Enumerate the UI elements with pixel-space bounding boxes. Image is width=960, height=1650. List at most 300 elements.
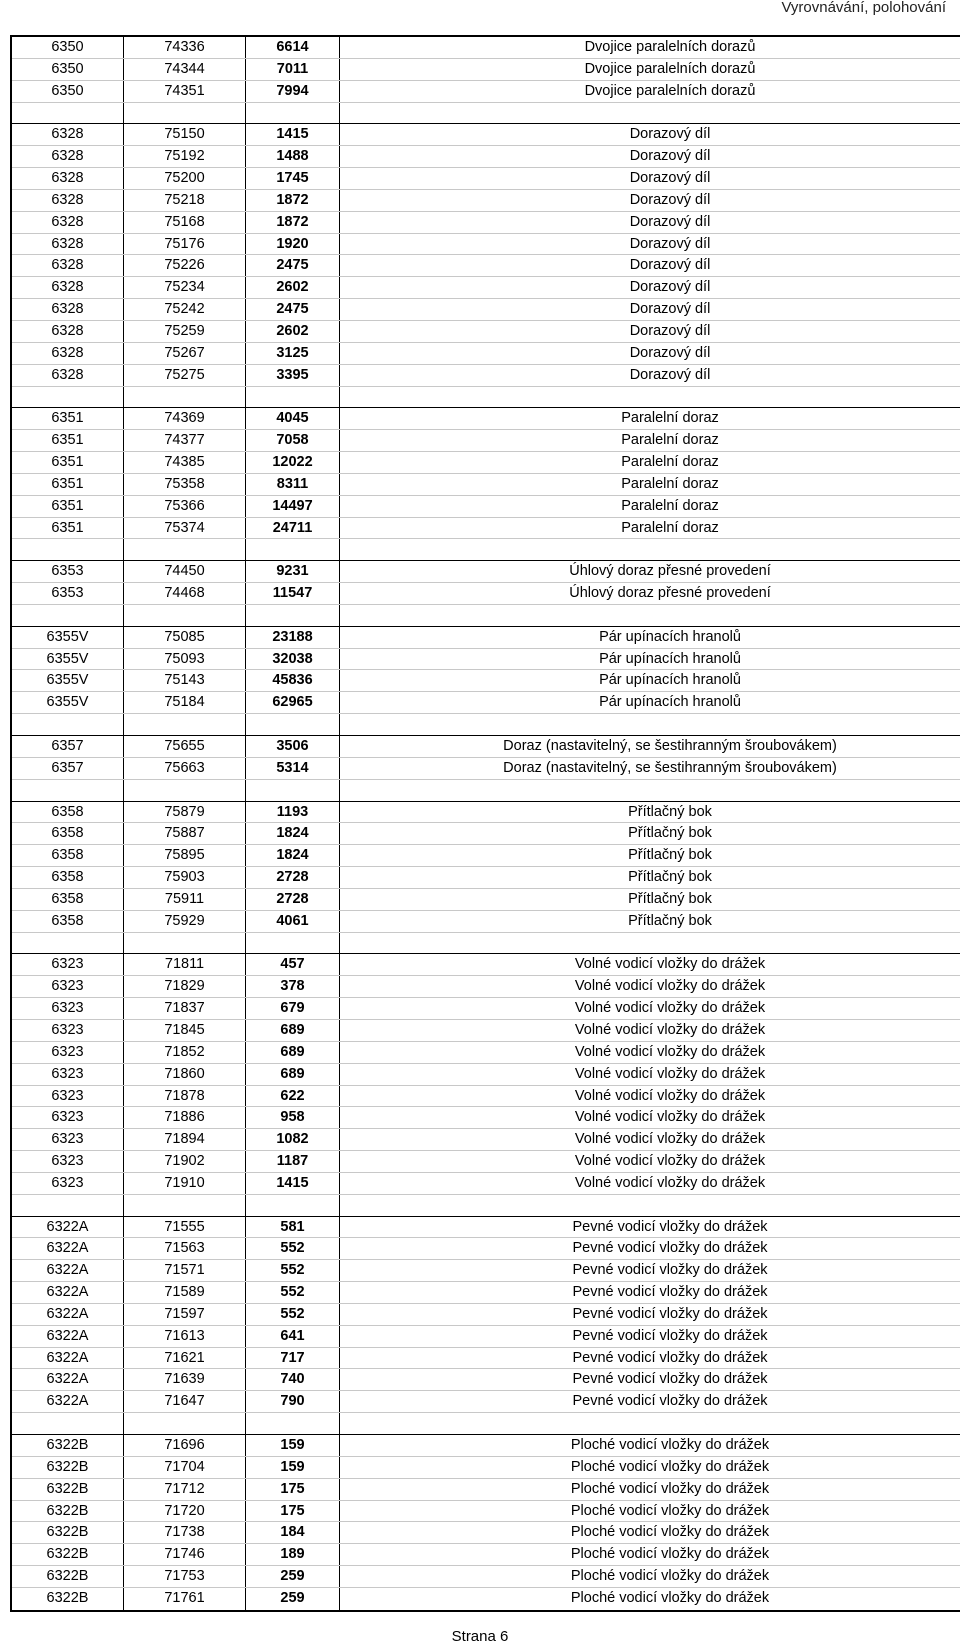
catalog-number-cell: 6351 — [12, 474, 124, 495]
price-cell — [246, 780, 340, 801]
catalog-number-cell: 6322B — [12, 1566, 124, 1587]
description-cell: Volné vodicí vložky do drážek — [574, 1131, 766, 1148]
catalog-number-cell — [12, 933, 124, 954]
price-cell: 2728 — [246, 867, 340, 888]
item-code-cell: 75168 — [124, 212, 246, 233]
description-cell: Dorazový díl — [629, 322, 711, 339]
description-cell — [340, 933, 960, 954]
catalog-number-cell: 6350 — [12, 37, 124, 58]
item-code-cell: 75895 — [124, 845, 246, 866]
table-row — [12, 1107, 960, 1129]
price-cell: 1745 — [246, 168, 340, 189]
table-row — [12, 234, 960, 256]
catalog-number-cell: 6355V — [12, 692, 124, 713]
description-cell: Ploché vodicí vložky do drážek — [570, 1589, 770, 1606]
table-row — [12, 124, 960, 146]
table-row — [12, 430, 960, 452]
catalog-number-cell: 6358 — [12, 802, 124, 823]
price-cell: 552 — [246, 1238, 340, 1259]
description-cell: Dvojice paralelních dorazů — [584, 82, 756, 99]
table-row — [12, 670, 960, 692]
item-code-cell: 71878 — [124, 1086, 246, 1107]
price-cell: 457 — [246, 954, 340, 975]
table-row — [12, 889, 960, 911]
price-cell: 7058 — [246, 430, 340, 451]
catalog-number-cell: 6351 — [12, 452, 124, 473]
price-cell: 552 — [246, 1282, 340, 1303]
description-cell: Dorazový díl — [629, 191, 711, 208]
price-cell: 2475 — [246, 255, 340, 276]
price-cell: 9231 — [246, 561, 340, 582]
item-code-cell: 75085 — [124, 627, 246, 648]
price-cell: 1872 — [246, 190, 340, 211]
catalog-number-cell: 6351 — [12, 496, 124, 517]
table-row — [12, 845, 960, 867]
catalog-number-cell: 6322B — [12, 1457, 124, 1478]
catalog-number-cell: 6323 — [12, 976, 124, 997]
item-code-cell: 71563 — [124, 1238, 246, 1259]
description-cell — [340, 780, 960, 801]
table-row — [12, 1588, 960, 1610]
item-code-cell: 74377 — [124, 430, 246, 451]
price-cell: 1082 — [246, 1129, 340, 1150]
catalog-number-cell: 6328 — [12, 343, 124, 364]
table-row — [12, 1369, 960, 1391]
catalog-number-cell: 6322A — [12, 1282, 124, 1303]
catalog-number-cell: 6323 — [12, 998, 124, 1019]
catalog-number-cell: 6355V — [12, 627, 124, 648]
description-cell: Pevné vodicí vložky do drážek — [572, 1262, 768, 1279]
price-cell: 1415 — [246, 1173, 340, 1194]
table-row — [12, 976, 960, 998]
table-row — [12, 365, 960, 387]
description-cell: Přítlačný bok — [628, 912, 712, 929]
table-row — [12, 1326, 960, 1348]
item-code-cell: 75093 — [124, 649, 246, 670]
description-cell: Volné vodicí vložky do drážek — [574, 1174, 766, 1191]
separator-row — [12, 387, 960, 409]
description-cell: Úhlový doraz přesné provedení — [569, 585, 771, 602]
table-row — [12, 911, 960, 933]
table-row — [12, 81, 960, 103]
price-cell: 1872 — [246, 212, 340, 233]
item-code-cell: 75887 — [124, 823, 246, 844]
description-cell: Ploché vodicí vložky do drážek — [570, 1524, 770, 1541]
price-cell — [246, 605, 340, 626]
description-cell: Dorazový díl — [629, 301, 711, 318]
item-code-cell: 75374 — [124, 518, 246, 539]
price-cell: 552 — [246, 1260, 340, 1281]
table-row — [12, 692, 960, 714]
description-cell: Ploché vodicí vložky do drážek — [570, 1458, 770, 1475]
table-row — [12, 321, 960, 343]
item-code-cell — [124, 780, 246, 801]
catalog-number-cell: 6357 — [12, 736, 124, 757]
price-cell: 4045 — [246, 408, 340, 429]
separator-row — [12, 1413, 960, 1435]
price-cell: 24711 — [246, 518, 340, 539]
table-row — [12, 255, 960, 277]
price-cell — [246, 387, 340, 408]
price-cell: 581 — [246, 1217, 340, 1238]
catalog-number-cell: 6322B — [12, 1588, 124, 1610]
catalog-number-cell — [12, 103, 124, 124]
table-row — [12, 627, 960, 649]
table-row — [12, 1151, 960, 1173]
catalog-number-cell: 6328 — [12, 299, 124, 320]
price-cell: 1824 — [246, 845, 340, 866]
table-row — [12, 758, 960, 780]
item-code-cell: 75176 — [124, 234, 246, 255]
separator-row — [12, 1195, 960, 1217]
catalog-number-cell: 6358 — [12, 889, 124, 910]
item-code-cell: 71761 — [124, 1588, 246, 1610]
item-code-cell: 75663 — [124, 758, 246, 779]
price-cell: 2602 — [246, 321, 340, 342]
description-cell: Volné vodicí vložky do drážek — [574, 1021, 766, 1038]
catalog-number-cell: 6350 — [12, 81, 124, 102]
item-code-cell: 75226 — [124, 255, 246, 276]
separator-row — [12, 933, 960, 955]
item-code-cell: 75275 — [124, 365, 246, 386]
description-cell: Paralelní doraz — [621, 475, 719, 492]
description-cell: Dorazový díl — [629, 257, 711, 274]
price-cell: 12022 — [246, 452, 340, 473]
catalog-number-cell: 6328 — [12, 168, 124, 189]
description-cell: Pár upínacích hranolů — [599, 694, 741, 711]
table-row — [12, 518, 960, 540]
description-cell: Dorazový díl — [629, 148, 711, 165]
catalog-number-cell: 6322A — [12, 1391, 124, 1412]
item-code-cell: 71589 — [124, 1282, 246, 1303]
price-cell: 641 — [246, 1326, 340, 1347]
catalog-number-cell — [12, 387, 124, 408]
catalog-number-cell: 6323 — [12, 1064, 124, 1085]
item-code-cell: 71910 — [124, 1173, 246, 1194]
table-row — [12, 277, 960, 299]
page-number: Strana 6 — [451, 1628, 509, 1645]
description-cell: Paralelní doraz — [621, 410, 719, 427]
item-code-cell: 71597 — [124, 1304, 246, 1325]
table-row — [12, 583, 960, 605]
table-row — [12, 1435, 960, 1457]
price-cell: 4061 — [246, 911, 340, 932]
price-cell: 3506 — [246, 736, 340, 757]
item-code-cell: 75366 — [124, 496, 246, 517]
description-cell: Paralelní doraz — [621, 432, 719, 449]
table-row — [12, 474, 960, 496]
item-code-cell: 75192 — [124, 146, 246, 167]
catalog-number-cell: 6328 — [12, 365, 124, 386]
catalog-number-cell: 6358 — [12, 845, 124, 866]
item-code-cell — [124, 103, 246, 124]
separator-row — [12, 605, 960, 627]
item-code-cell: 75234 — [124, 277, 246, 298]
description-cell — [340, 539, 960, 560]
item-code-cell: 71746 — [124, 1544, 246, 1565]
description-cell: Pevné vodicí vložky do drážek — [572, 1371, 768, 1388]
price-cell — [246, 1195, 340, 1216]
description-cell: Ploché vodicí vložky do drážek — [570, 1437, 770, 1453]
table-row — [12, 1129, 960, 1151]
item-code-cell — [124, 714, 246, 735]
table-row — [12, 452, 960, 474]
description-cell: Ploché vodicí vložky do drážek — [570, 1568, 770, 1585]
catalog-number-cell — [12, 1413, 124, 1434]
catalog-number-cell: 6323 — [12, 1086, 124, 1107]
item-code-cell: 71613 — [124, 1326, 246, 1347]
price-cell: 3125 — [246, 343, 340, 364]
price-cell: 45836 — [246, 670, 340, 691]
price-cell: 2475 — [246, 299, 340, 320]
description-cell: Dorazový díl — [629, 170, 711, 187]
price-cell — [246, 714, 340, 735]
separator-row — [12, 539, 960, 561]
price-cell: 14497 — [246, 496, 340, 517]
price-cell: 6614 — [246, 37, 340, 58]
price-cell — [246, 539, 340, 560]
table-row — [12, 1086, 960, 1108]
price-cell: 32038 — [246, 649, 340, 670]
description-cell: Doraz (nastavitelný, se šestihranným šroubovákem) — [503, 759, 837, 776]
price-cell: 7994 — [246, 81, 340, 102]
item-code-cell: 75903 — [124, 867, 246, 888]
description-cell — [340, 605, 960, 626]
catalog-number-cell: 6322B — [12, 1544, 124, 1565]
description-cell: Volné vodicí vložky do drážek — [574, 1043, 766, 1060]
description-cell: Dorazový díl — [629, 126, 711, 143]
table-row — [12, 1064, 960, 1086]
table-row — [12, 343, 960, 365]
description-cell: Pevné vodicí vložky do drážek — [572, 1327, 768, 1344]
item-code-cell: 75143 — [124, 670, 246, 691]
table-row — [12, 1042, 960, 1064]
description-cell — [340, 103, 960, 124]
price-cell: 259 — [246, 1588, 340, 1610]
table-row — [12, 1304, 960, 1326]
description-cell: Doraz (nastavitelný, se šestihranným šroubovákem) — [503, 738, 837, 754]
description-cell: Přítlačný bok — [628, 825, 712, 842]
description-cell: Dorazový díl — [629, 366, 711, 383]
price-cell: 717 — [246, 1348, 340, 1369]
description-cell: Dorazový díl — [629, 344, 711, 361]
table-row — [12, 1457, 960, 1479]
catalog-number-cell: 6328 — [12, 190, 124, 211]
table-row — [12, 649, 960, 671]
table-row — [12, 299, 960, 321]
price-cell: 679 — [246, 998, 340, 1019]
catalog-number-cell — [12, 539, 124, 560]
table-row — [12, 998, 960, 1020]
price-cell: 958 — [246, 1107, 340, 1128]
catalog-number-cell: 6328 — [12, 255, 124, 276]
price-cell: 740 — [246, 1369, 340, 1390]
item-code-cell — [124, 1195, 246, 1216]
catalog-number-cell: 6328 — [12, 277, 124, 298]
catalog-number-cell: 6358 — [12, 911, 124, 932]
description-cell: Dorazový díl — [629, 213, 711, 230]
table-row — [12, 37, 960, 59]
catalog-number-cell: 6355V — [12, 670, 124, 691]
table-row — [12, 736, 960, 758]
catalog-number-cell: 6358 — [12, 823, 124, 844]
table-row — [12, 867, 960, 889]
table-row — [12, 496, 960, 518]
catalog-number-cell: 6351 — [12, 518, 124, 539]
catalog-number-cell — [12, 780, 124, 801]
description-cell: Volné vodicí vložky do drážek — [574, 1065, 766, 1082]
table-row — [12, 1217, 960, 1239]
price-cell: 184 — [246, 1522, 340, 1543]
table-row — [12, 1238, 960, 1260]
item-code-cell: 71845 — [124, 1020, 246, 1041]
description-cell: Pevné vodicí vložky do drážek — [572, 1349, 768, 1366]
catalog-number-cell: 6353 — [12, 561, 124, 582]
item-code-cell: 75242 — [124, 299, 246, 320]
catalog-number-cell: 6322B — [12, 1479, 124, 1500]
catalog-number-cell: 6328 — [12, 124, 124, 145]
table-row — [12, 1501, 960, 1523]
table-row — [12, 1391, 960, 1413]
description-cell: Přítlačný bok — [628, 847, 712, 864]
item-code-cell: 71647 — [124, 1391, 246, 1412]
item-code-cell: 74468 — [124, 583, 246, 604]
description-cell: Ploché vodicí vložky do drážek — [570, 1546, 770, 1563]
price-cell: 790 — [246, 1391, 340, 1412]
catalog-number-cell — [12, 1195, 124, 1216]
catalog-number-cell: 6357 — [12, 758, 124, 779]
description-cell: Pevné vodicí vložky do drážek — [572, 1218, 768, 1235]
item-code-cell: 75879 — [124, 802, 246, 823]
description-cell: Paralelní doraz — [621, 497, 719, 514]
description-cell: Volné vodicí vložky do drážek — [574, 1087, 766, 1104]
description-cell: Volné vodicí vložky do drážek — [574, 1109, 766, 1126]
item-code-cell: 71852 — [124, 1042, 246, 1063]
price-cell: 689 — [246, 1064, 340, 1085]
item-code-cell — [124, 387, 246, 408]
catalog-number-cell: 6323 — [12, 1129, 124, 1150]
item-code-cell: 71738 — [124, 1522, 246, 1543]
description-cell: Dvojice paralelních dorazů — [584, 39, 756, 55]
catalog-number-cell: 6328 — [12, 212, 124, 233]
description-cell: Přítlačný bok — [628, 803, 712, 820]
price-cell: 1415 — [246, 124, 340, 145]
price-cell: 2602 — [246, 277, 340, 298]
table-row — [12, 1020, 960, 1042]
price-cell: 1193 — [246, 802, 340, 823]
table-row — [12, 1479, 960, 1501]
catalog-number-cell: 6328 — [12, 146, 124, 167]
description-cell — [340, 1413, 960, 1434]
item-code-cell — [124, 539, 246, 560]
separator-row — [12, 714, 960, 736]
price-cell: 2728 — [246, 889, 340, 910]
description-cell — [340, 1195, 960, 1216]
price-cell: 3395 — [246, 365, 340, 386]
catalog-number-cell: 6328 — [12, 321, 124, 342]
item-code-cell — [124, 1413, 246, 1434]
item-code-cell: 75200 — [124, 168, 246, 189]
description-cell: Přítlačný bok — [628, 869, 712, 886]
item-code-cell: 75259 — [124, 321, 246, 342]
price-cell: 23188 — [246, 627, 340, 648]
table-row — [12, 1566, 960, 1588]
item-code-cell: 75911 — [124, 889, 246, 910]
item-code-cell — [124, 933, 246, 954]
item-code-cell: 74369 — [124, 408, 246, 429]
catalog-number-cell: 6322B — [12, 1501, 124, 1522]
catalog-number-cell: 6323 — [12, 1020, 124, 1041]
catalog-number-cell: 6351 — [12, 430, 124, 451]
price-cell: 1488 — [246, 146, 340, 167]
table-row — [12, 1173, 960, 1195]
item-code-cell: 74344 — [124, 59, 246, 80]
table-row — [12, 802, 960, 824]
item-code-cell: 75184 — [124, 692, 246, 713]
description-cell: Volné vodicí vložky do drážek — [574, 978, 766, 995]
price-cell: 552 — [246, 1304, 340, 1325]
item-code-cell: 75655 — [124, 736, 246, 757]
catalog-number-cell: 6322A — [12, 1260, 124, 1281]
description-cell: Ploché vodicí vložky do drážek — [570, 1502, 770, 1519]
price-cell: 259 — [246, 1566, 340, 1587]
price-cell: 1824 — [246, 823, 340, 844]
price-cell: 175 — [246, 1479, 340, 1500]
catalog-number-cell: 6350 — [12, 59, 124, 80]
item-code-cell: 71696 — [124, 1435, 246, 1456]
catalog-number-cell: 6328 — [12, 234, 124, 255]
price-cell: 1187 — [246, 1151, 340, 1172]
item-code-cell: 71621 — [124, 1348, 246, 1369]
item-code-cell: 71571 — [124, 1260, 246, 1281]
item-code-cell: 74336 — [124, 37, 246, 58]
page-header-title: Vyrovnávání, polohování — [781, 0, 946, 16]
price-cell: 8311 — [246, 474, 340, 495]
price-cell: 159 — [246, 1435, 340, 1456]
description-cell: Dorazový díl — [629, 235, 711, 252]
item-code-cell: 71837 — [124, 998, 246, 1019]
catalog-number-cell: 6353 — [12, 583, 124, 604]
item-code-cell: 71555 — [124, 1217, 246, 1238]
catalog-number-cell: 6358 — [12, 867, 124, 888]
table-row — [12, 1522, 960, 1544]
item-code-cell: 71829 — [124, 976, 246, 997]
description-cell: Pevné vodicí vložky do drážek — [572, 1393, 768, 1410]
item-code-cell: 71639 — [124, 1369, 246, 1390]
price-cell: 11547 — [246, 583, 340, 604]
price-cell: 7011 — [246, 59, 340, 80]
item-code-cell: 71720 — [124, 1501, 246, 1522]
item-code-cell — [124, 605, 246, 626]
table-row — [12, 1282, 960, 1304]
price-cell: 378 — [246, 976, 340, 997]
catalog-number-cell: 6322A — [12, 1369, 124, 1390]
item-code-cell: 71886 — [124, 1107, 246, 1128]
table-row — [12, 561, 960, 583]
description-cell: Volné vodicí vložky do drážek — [574, 956, 766, 973]
item-code-cell: 74351 — [124, 81, 246, 102]
catalog-number-cell: 6351 — [12, 408, 124, 429]
catalog-number-cell: 6323 — [12, 954, 124, 975]
item-code-cell: 74450 — [124, 561, 246, 582]
catalog-number-cell — [12, 714, 124, 735]
price-cell: 622 — [246, 1086, 340, 1107]
separator-row — [12, 780, 960, 802]
item-code-cell: 71902 — [124, 1151, 246, 1172]
table-row — [12, 146, 960, 168]
table-row — [12, 59, 960, 81]
price-cell: 189 — [246, 1544, 340, 1565]
